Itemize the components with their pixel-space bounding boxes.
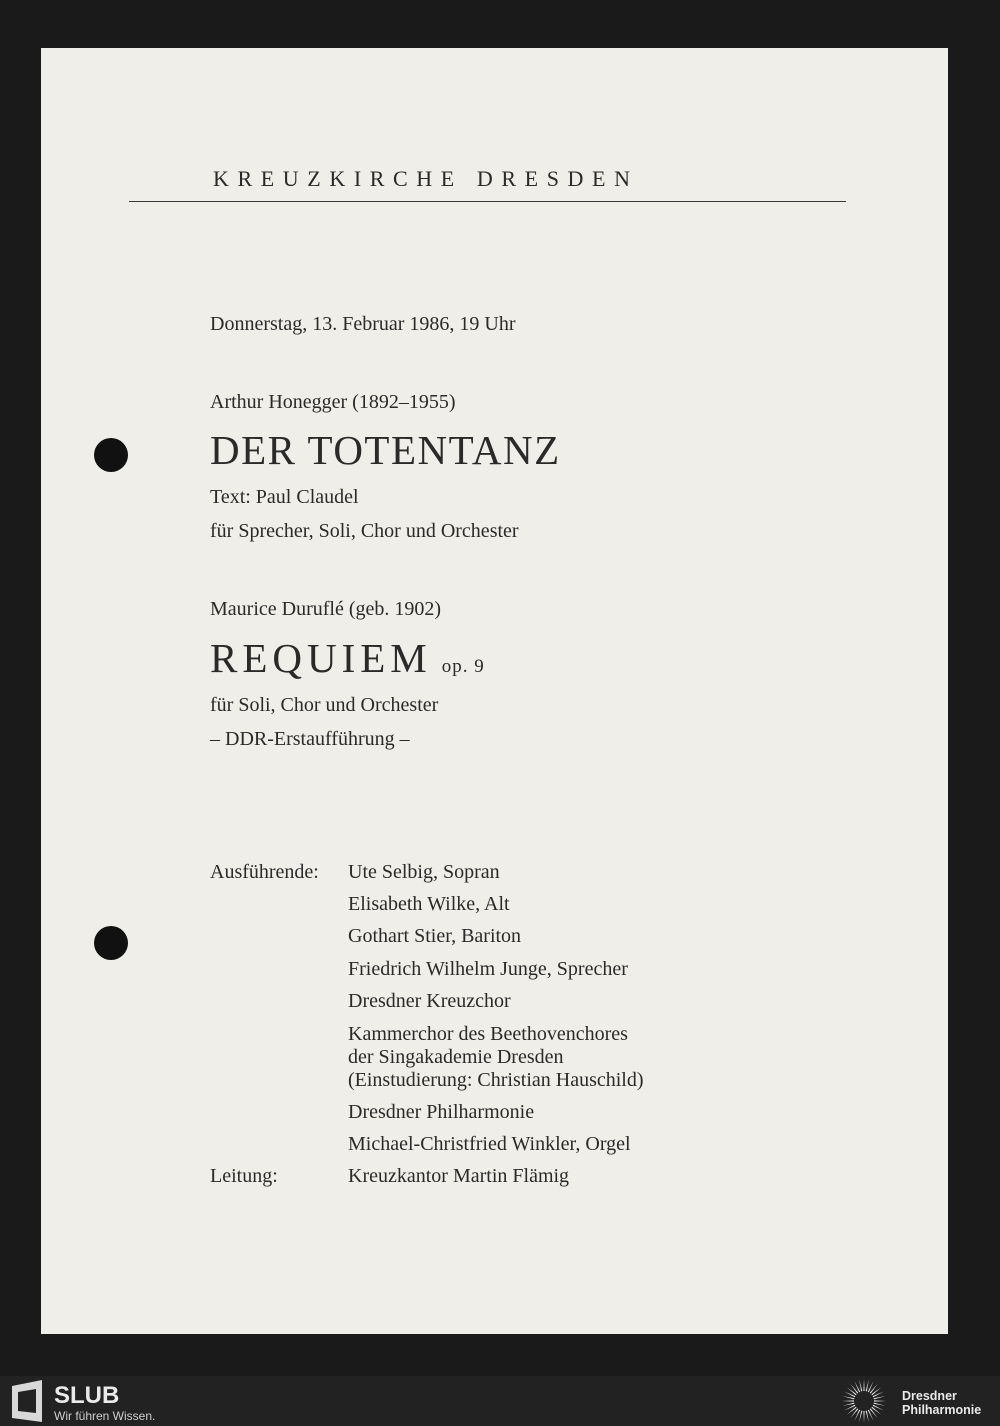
sunburst-ray: [863, 1411, 864, 1423]
performer-item: Dresdner Philharmonie: [348, 1101, 535, 1123]
sunburst-ray: [874, 1403, 886, 1406]
work-2-title: REQUIEM: [210, 635, 432, 681]
performer-item: Ute Selbig, Sopran: [348, 861, 500, 883]
performer-item: Kammerchor des Beethovenchores: [348, 1023, 628, 1045]
philharmonie-sunburst-icon: [840, 1377, 888, 1425]
performer-item: Michael-Christfried Winkler, Orgel: [348, 1133, 631, 1155]
program-page: [41, 48, 948, 1334]
sunburst-ray: [874, 1396, 886, 1399]
sunburst-ray: [863, 1379, 864, 1391]
slub-logo-text: SLUB: [54, 1382, 120, 1409]
performer-item: Elisabeth Wilke, Alt: [348, 893, 510, 915]
conductor-name: Kreuzkantor Martin Flämig: [348, 1165, 570, 1187]
performers-label: Ausführende:: [210, 861, 319, 883]
sunburst-ray: [847, 1407, 857, 1415]
work-1-text-credit: Text: Paul Claudel: [210, 486, 359, 508]
sunburst-ray: [850, 1384, 858, 1394]
sunburst-ray: [874, 1400, 886, 1401]
sunburst-ray: [871, 1407, 881, 1415]
concert-date: Donnerstag, 13. Februar 1986, 19 Uhr: [210, 313, 516, 335]
sunburst-ray: [847, 1387, 857, 1395]
performer-item: Dresdner Kreuzchor: [348, 990, 511, 1012]
slub-logo-icon: [10, 1380, 44, 1422]
work-2-premiere-note: – DDR-Erstaufführung –: [210, 728, 410, 750]
sunburst-ray: [859, 1411, 862, 1423]
sunburst-ray: [843, 1403, 855, 1406]
venue-title: KREUZKIRCHE DRESDEN: [213, 166, 639, 191]
punch-hole-top: [94, 438, 128, 472]
punch-hole-bottom: [94, 926, 128, 960]
sunburst-ray: [871, 1387, 881, 1395]
slub-tagline: Wir führen Wissen.: [54, 1409, 156, 1423]
philharmonie-logo-text: [902, 1389, 981, 1417]
sunburst-ray: [842, 1400, 854, 1401]
work-2-title-row: [210, 634, 485, 682]
performer-item: Gothart Stier, Bariton: [348, 925, 522, 947]
sunburst-ray: [866, 1411, 869, 1423]
work-1-scoring: für Sprecher, Soli, Chor und Orchester: [210, 520, 519, 542]
footer-bar: [0, 1376, 1000, 1426]
conductor-label: Leitung:: [210, 1165, 278, 1187]
philharmonie-line-1: Dresdner: [902, 1389, 957, 1403]
header-divider: [129, 201, 846, 202]
sunburst-ray: [843, 1396, 855, 1399]
philharmonie-line-2: Philharmonie: [902, 1403, 982, 1417]
sunburst-ray: [870, 1384, 878, 1394]
work-2-composer: Maurice Duruflé (geb. 1902): [210, 598, 442, 620]
work-2-scoring: für Soli, Chor und Orchester: [210, 694, 439, 716]
work-2-opus: op. 9: [441, 656, 485, 677]
work-1-title: DER TOTENTANZ: [210, 427, 561, 473]
work-1-composer: Arthur Honegger (1892–1955): [210, 391, 456, 413]
performer-item: (Einstudierung: Christian Hauschild): [348, 1069, 644, 1091]
performer-item: Friedrich Wilhelm Junge, Sprecher: [348, 958, 628, 980]
sunburst-ray: [850, 1408, 858, 1418]
sunburst-ray: [870, 1408, 878, 1418]
sunburst-ray: [859, 1380, 862, 1392]
sunburst-ray: [866, 1380, 869, 1392]
performer-item: der Singakademie Dresden: [348, 1046, 564, 1068]
